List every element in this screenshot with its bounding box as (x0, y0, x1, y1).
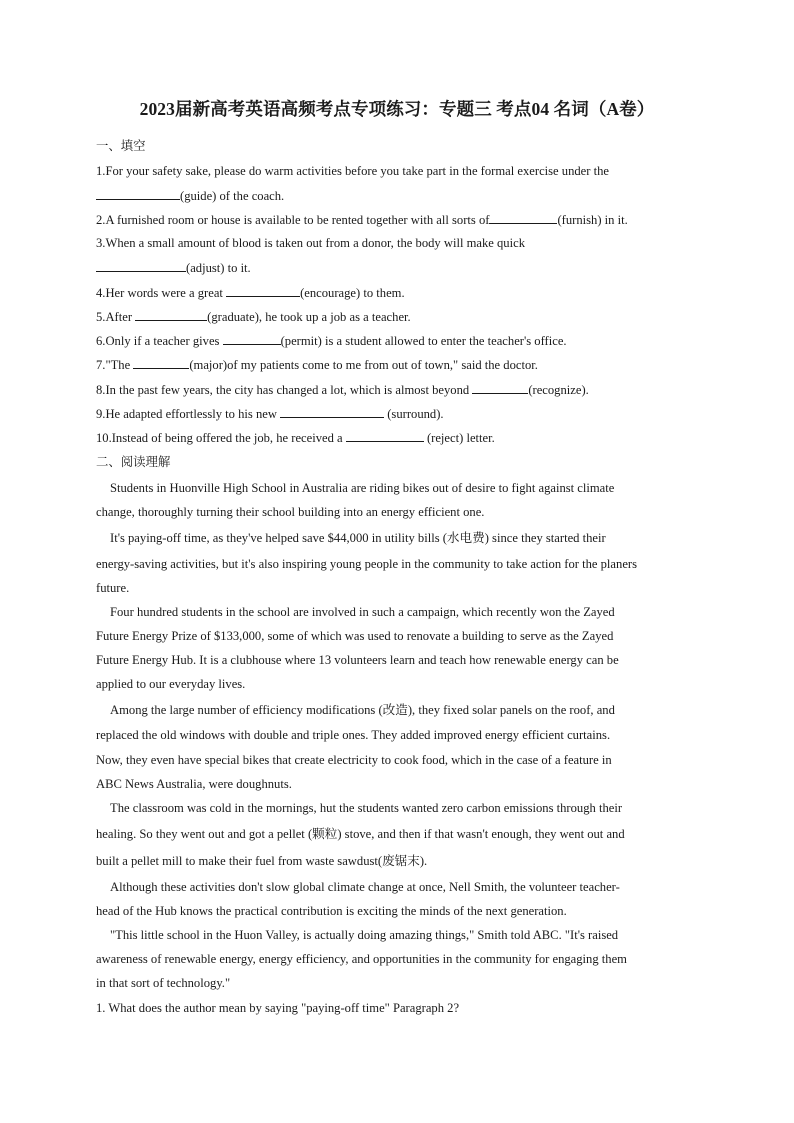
passage-line: replaced the old windows with double and triple ones. They added improved energy efficient curtains. (96, 728, 611, 742)
passage-line: Students in Huonville High School in Australia are riding bikes out of desire to fight against climate (110, 481, 615, 495)
question-3-line-1: 3.When a small amount of blood is taken out from a donor, the body will make quick (96, 236, 525, 250)
question-9: 9.He adapted effortlessly to his new (surround). (96, 407, 444, 421)
section-heading-reading: 二、阅读理解 (96, 454, 171, 469)
question-8: 8.In the past few years, the city has changed a lot, which is almost beyond (recognize). (96, 383, 589, 397)
passage-line: Among the large number of efficiency modifications (改造), they fixed solar panels on the roof, and (110, 703, 615, 717)
passage-line: head of the Hub knows the practical contribution is exciting the minds of the next generation. (96, 904, 567, 918)
passage-line: change, thoroughly turning their school building into an energy efficient one. (96, 505, 485, 519)
passage-line: in that sort of technology." (96, 976, 231, 990)
question-3-line-2: (adjust) to it. (96, 259, 251, 276)
question-4: 4.Her words were a great (encourage) to them. (96, 286, 405, 300)
page-title: 2023届新高考英语高频考点专项练习：专题三 考点04 名词（A卷） (139, 99, 655, 119)
answer-blank[interactable] (135, 308, 207, 321)
question-5: 5.After (graduate), he took up a job as a teacher. (96, 310, 411, 324)
passage-line: Future Energy Hub. It is a clubhouse where 13 volunteers learn and teach how renewable energy can be (96, 653, 619, 667)
passage-line: energy-saving activities, but it's also inspiring young people in the community to take action for the planers (96, 557, 638, 571)
passage-line: Future Energy Prize of $133,000, some of which was used to renovate a building to serve as the Zayed (96, 629, 614, 643)
answer-blank[interactable] (223, 332, 281, 345)
passage-line: healing. So they went out and got a pellet (颗粒) stove, and then if that wasn't enough, they went out and (96, 827, 625, 841)
answer-blank[interactable] (472, 381, 528, 394)
passage-line: Four hundred students in the school are involved in such a campaign, which recently won the Zayed (110, 605, 615, 619)
section-heading-fill-blanks: 一、填空 (96, 138, 146, 153)
answer-blank[interactable] (96, 187, 180, 200)
answer-blank[interactable] (226, 284, 300, 297)
passage-line: "This little school in the Huon Valley, is actually doing amazing things," Smith told ABC. "It's raised (110, 928, 619, 942)
answer-blank[interactable] (280, 405, 384, 418)
answer-blank[interactable] (489, 211, 557, 224)
answer-blank[interactable] (346, 429, 424, 442)
passage-line: awareness of renewable energy, energy efficiency, and opportunities in the community for engaging them (96, 952, 627, 966)
passage-line: applied to our everyday lives. (96, 677, 246, 691)
passage-line: Although these activities don't slow global climate change at once, Nell Smith, the volunteer teacher- (110, 880, 620, 894)
question-2: 2.A furnished room or house is available to be rented together with all sorts of (furnish) in it. (96, 213, 628, 227)
passage-line: It's paying-off time, as they've helped save $44,000 in utility bills (水电费) since they started their (110, 531, 606, 545)
passage-line: built a pellet mill to make their fuel from waste sawdust(废锯末). (96, 854, 428, 868)
question-1-line-2: (guide) of the coach. (96, 187, 284, 204)
question-1-line-1: 1.For your safety sake, please do warm activities before you take part in the formal exercise under the (96, 164, 610, 178)
question-6: 6.Only if a teacher gives (permit) is a student allowed to enter the teacher's office. (96, 334, 567, 348)
passage-line: The classroom was cold in the mornings, hut the students wanted zero carbon emissions through their (110, 801, 623, 815)
question-reading-1: 1. What does the author mean by saying "paying-off time" Paragraph 2? (96, 1001, 460, 1015)
question-10: 10.Instead of being offered the job, he received a (reject) letter. (96, 431, 495, 445)
passage-line: Now, they even have special bikes that create electricity to cook food, which in the case of a feature in (96, 753, 612, 767)
passage-line: ABC News Australia, were doughnuts. (96, 777, 292, 791)
question-7: 7."The (major)of my patients come to me from out of town," said the doctor. (96, 358, 538, 372)
passage-line: future. (96, 581, 130, 595)
answer-blank[interactable] (96, 259, 186, 272)
answer-blank[interactable] (133, 356, 189, 369)
